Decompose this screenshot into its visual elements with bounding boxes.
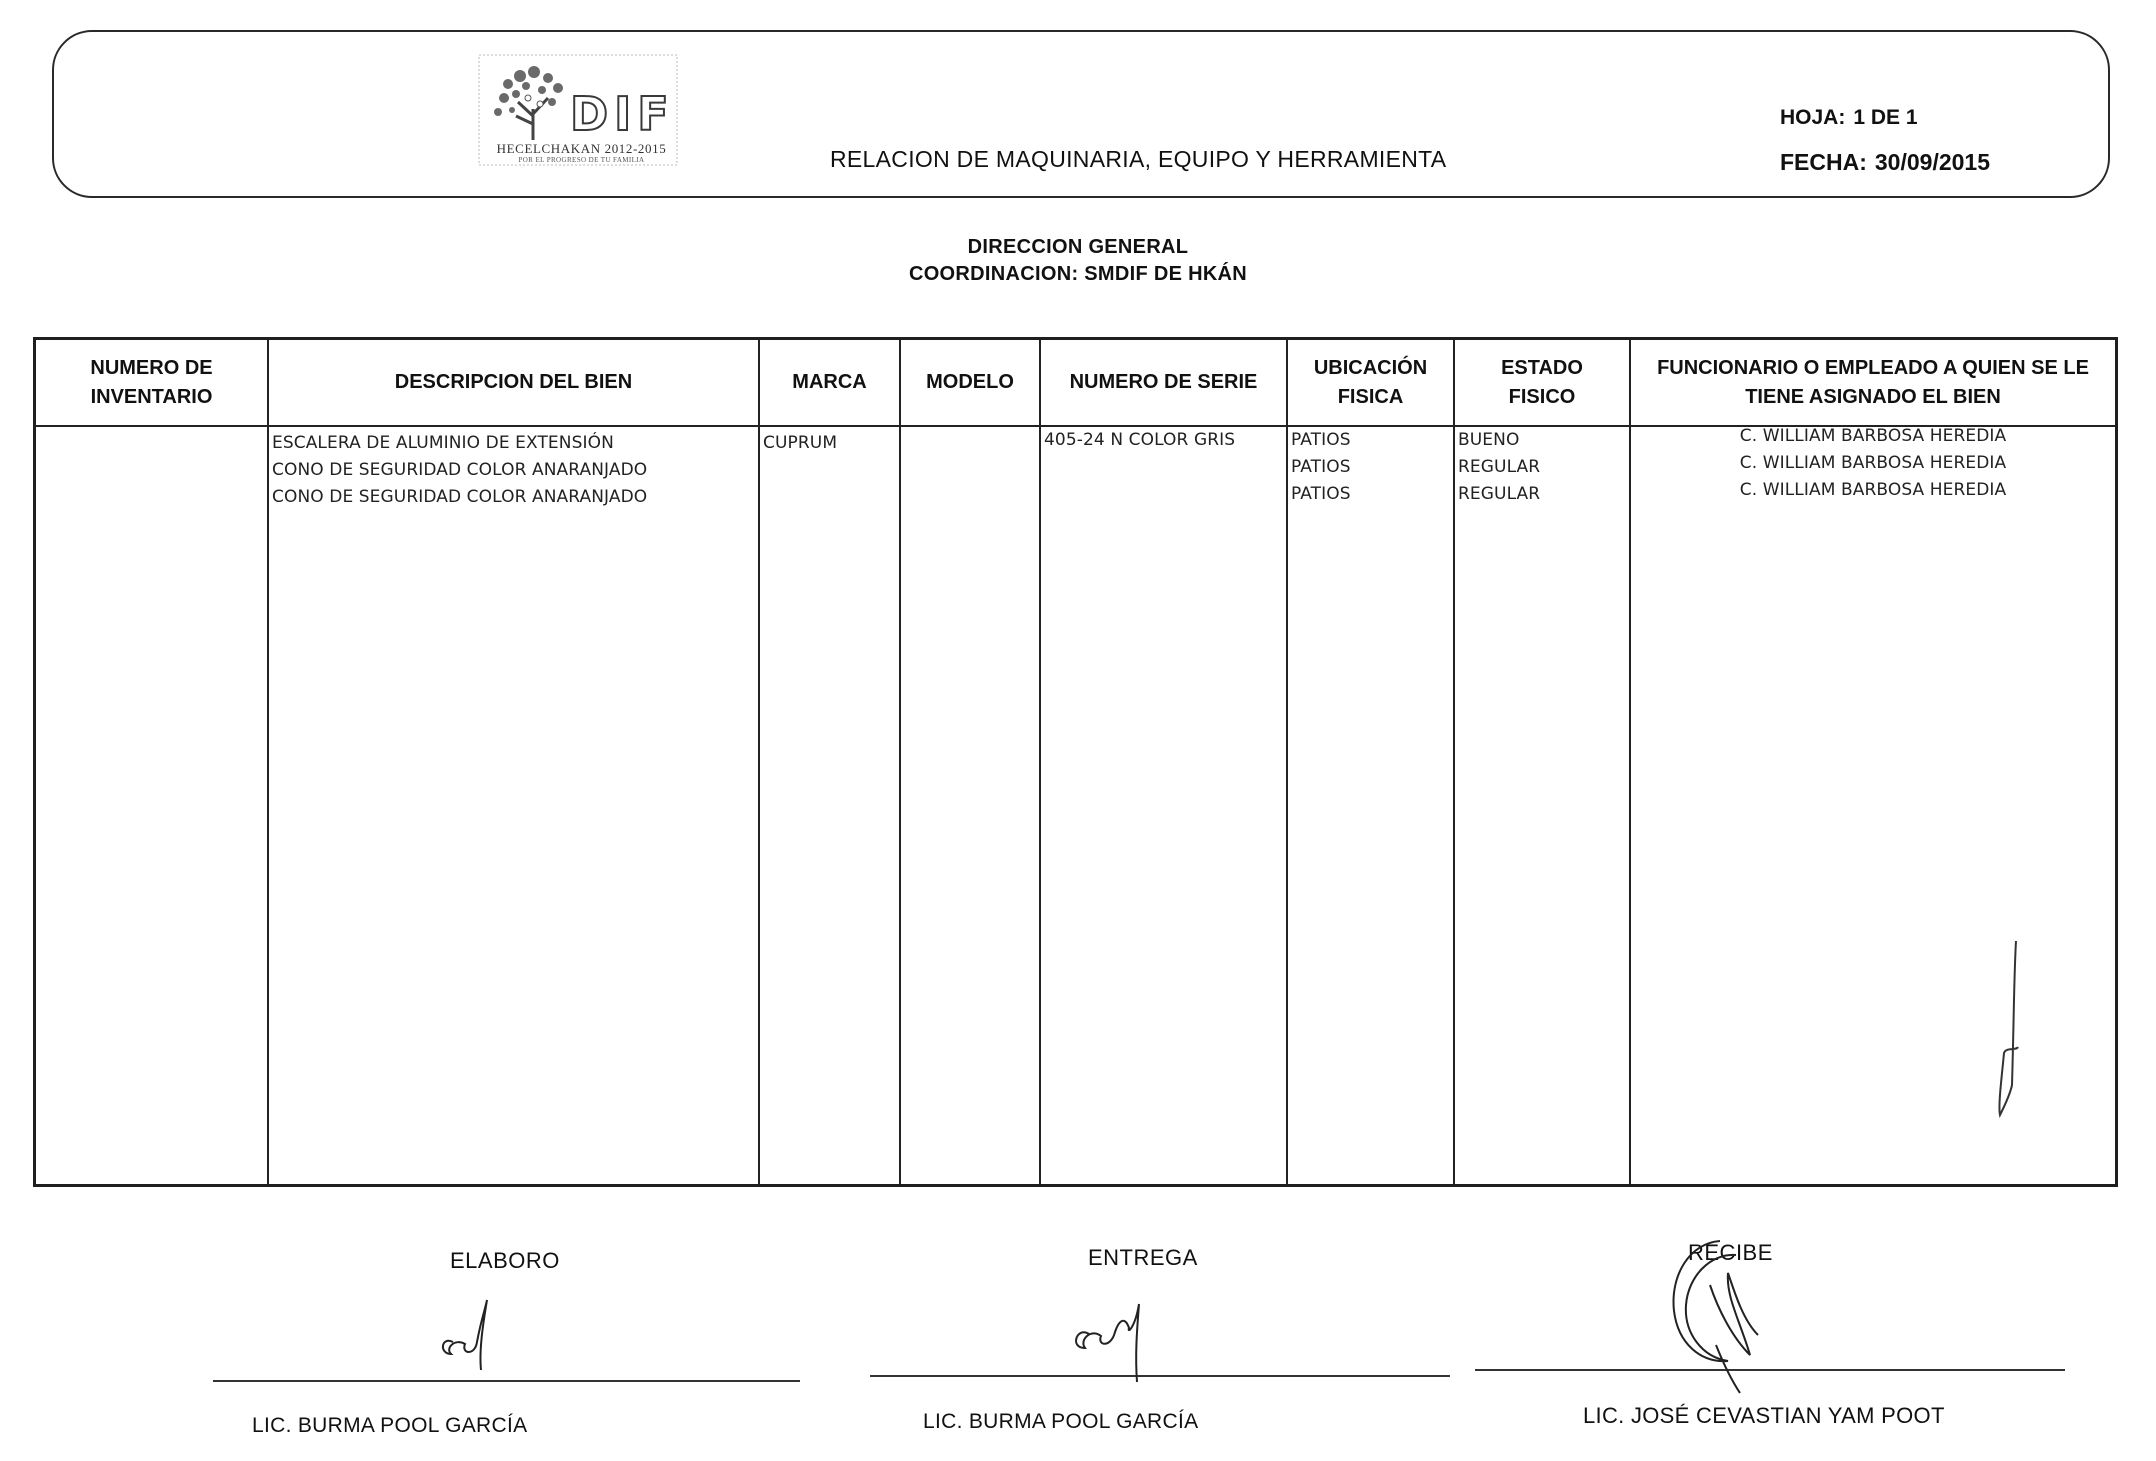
column-divider <box>1286 339 1288 1185</box>
logo-tagline: POR EL PROGRESO DE TU FAMILIA <box>518 156 645 164</box>
date-value: 30/09/2015 <box>1874 149 1991 175</box>
signature-role-entrega: ENTREGA <box>1088 1245 1198 1270</box>
table-cell-descripcion: CONO DE SEGURIDAD COLOR ANARANJADO <box>272 487 648 507</box>
table-cell-ubicacion: PATIOS <box>1291 430 1351 450</box>
signer-name-elaboro: LIC. BURMA POOL GARCÍA <box>252 1414 528 1437</box>
column-divider <box>899 339 901 1185</box>
column-header-ubicacion: UBICACIÓN FISICA <box>1313 356 1428 408</box>
column-divider <box>1629 339 1631 1185</box>
column-header-serie: NUMERO DE SERIE <box>1069 371 1258 393</box>
column-header-marca: MARCA <box>792 371 867 393</box>
coordination-name: COORDINACION: SMDIF DE HKÁN <box>908 263 1248 285</box>
signer-name-entrega: LIC. BURMA POOL GARCÍA <box>923 1410 1199 1433</box>
table-cell-marca: CUPRUM <box>763 433 838 453</box>
table-cell-descripcion: ESCALERA DE ALUMINIO DE EXTENSIÓN <box>272 433 614 453</box>
signature-line <box>213 1380 800 1382</box>
table-cell-funcionario: C. WILLIAM BARBOSA HEREDIA <box>1739 480 2007 500</box>
column-divider <box>1039 339 1041 1185</box>
table-cell-funcionario: C. WILLIAM BARBOSA HEREDIA <box>1739 453 2007 473</box>
signature-role-elaboro: ELABORO <box>450 1248 560 1273</box>
document-title: RELACION DE MAQUINARIA, EQUIPO Y HERRAMIENTA <box>830 146 1447 172</box>
column-header-estado: ESTADO FISICO <box>1501 356 1583 408</box>
sheet-value: 1 DE 1 <box>1853 106 1918 129</box>
column-header-modelo: MODELO <box>926 371 1014 393</box>
sheet-number <box>1780 106 1918 130</box>
column-divider <box>1453 339 1455 1185</box>
signature-scribble-entrega <box>1055 1270 1185 1390</box>
logo-subtitle: HECELCHAKAN 2012-2015 <box>496 141 667 156</box>
sheet-label: HOJA: <box>1780 106 1846 129</box>
table-cell-estado: BUENO <box>1458 430 1520 450</box>
svg-text:DIF: DIF <box>570 87 675 141</box>
signer-name-recibe: LIC. JOSÉ CEVASTIAN YAM POOT <box>1583 1403 1945 1428</box>
column-divider <box>267 339 269 1185</box>
table-cell-serie: 405-24 N COLOR GRIS <box>1044 430 1236 450</box>
pen-mark <box>1990 935 2030 1125</box>
column-divider <box>758 339 760 1185</box>
department-name: DIRECCION GENERAL <box>967 236 1189 258</box>
table-cell-descripcion: CONO DE SEGURIDAD COLOR ANARANJADO <box>272 460 648 480</box>
column-header-descripcion: DESCRIPCION DEL BIEN <box>394 371 633 393</box>
table-cell-funcionario: C. WILLIAM BARBOSA HEREDIA <box>1739 426 2007 446</box>
table-cell-estado: REGULAR <box>1458 457 1541 477</box>
column-header-inventario: NUMERO DE INVENTARIO <box>90 356 213 408</box>
table-cell-ubicacion: PATIOS <box>1291 484 1351 504</box>
date-label: FECHA: <box>1780 149 1867 175</box>
column-header-funcionario: FUNCIONARIO O EMPLEADO A QUIEN SE LE TIENE ASIGNADO EL BIEN <box>1657 356 2089 408</box>
document-date <box>1780 149 1990 176</box>
signature-scribble-recibe <box>1640 1225 1790 1405</box>
table-cell-estado: REGULAR <box>1458 484 1541 504</box>
signature-role-recibe: RECIBE <box>1688 1240 1773 1265</box>
table-cell-ubicacion: PATIOS <box>1291 457 1351 477</box>
signature-scribble-elaboro <box>425 1280 545 1380</box>
